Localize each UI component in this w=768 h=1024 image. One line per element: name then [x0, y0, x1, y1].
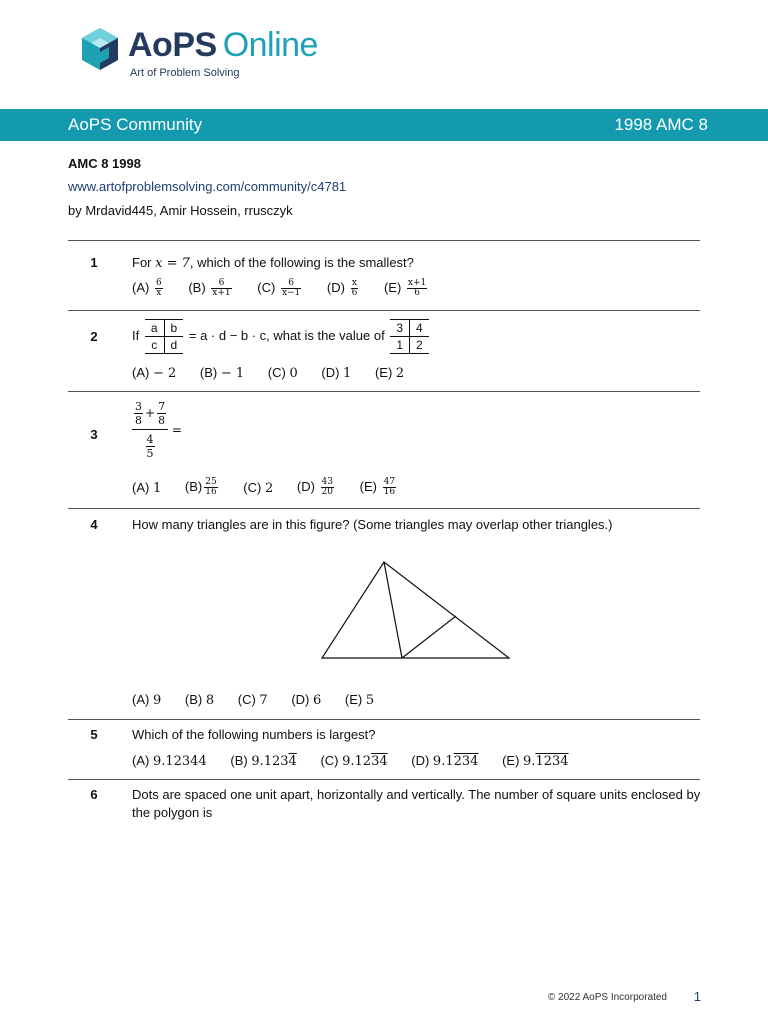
problem-number: 2	[90, 329, 98, 344]
answer-choice: (D) 6	[291, 691, 322, 708]
answer-choice: (E) $\frac{x+1}{6}$	[383, 278, 427, 298]
banner-contest-label: 1998 AMC 8	[614, 115, 708, 134]
answer-choice: (B) $\frac{25}{16}$	[184, 477, 217, 497]
compound-fraction: $\frac{3}{8}$ + $\frac{7}{8}$ $\frac{4}{5}$ =	[132, 400, 182, 460]
answer-choice: (D) $\frac{x}{6}$	[326, 278, 358, 298]
problem-number: 5	[90, 727, 98, 742]
problem-1-choices	[132, 279, 449, 298]
logo-tagline: Art of Problem Solving	[130, 67, 240, 79]
answer-choice: (A) $\frac{6}{x}$	[132, 278, 162, 298]
problem-number: 3	[90, 427, 98, 442]
answer-choice: (E) $\frac{47}{16}$	[359, 477, 396, 497]
problem-4-choices	[132, 691, 394, 708]
divider	[68, 310, 700, 311]
triangle-figure	[315, 556, 515, 666]
problem-1-text: For x = 7, which of the following is the smallest?	[132, 255, 414, 271]
divider	[68, 240, 700, 241]
divider	[68, 391, 700, 392]
answer-choice: (C) 2	[243, 479, 274, 496]
answer-choice: (B) 9.1234	[230, 752, 297, 769]
answer-choice: (C) 9.1234	[320, 752, 388, 769]
page-number: 1	[693, 989, 701, 1004]
answer-choice: (E) 2	[374, 364, 405, 381]
problem-4-text: How many triangles are in this figure? (Some triangles may overlap other triangles.)	[132, 517, 613, 532]
problem-2-text: If a b c d = a · d − b · c, what is the value of 3 4 1 2	[132, 319, 431, 354]
problem-5-choices	[132, 752, 589, 769]
problem-number: 6	[90, 787, 98, 802]
answer-choice: (E) 9.1234	[502, 752, 569, 769]
determinant-3412: 3 4 1 2	[390, 319, 428, 354]
contest-title: AMC 8 1998	[68, 156, 141, 171]
problem-3-choices	[132, 478, 418, 497]
answer-choice: (E) 5	[344, 691, 375, 708]
answer-choice: (B) − 1	[199, 364, 245, 381]
answer-choice: (D) 9.1234	[411, 752, 479, 769]
community-link[interactable]: www.artofproblemsolving.com/community/c4781	[68, 179, 347, 194]
divider	[68, 719, 700, 720]
answer-choice: (B) 8	[184, 691, 215, 708]
answer-choice: (A) 9	[132, 691, 162, 708]
problem-2-choices	[132, 364, 424, 381]
copyright-footer: © 2022 AoPS Incorporated	[547, 992, 667, 1003]
determinant-abcd: a b c d	[145, 319, 183, 354]
answer-choice: (A) − 2	[132, 364, 177, 381]
answer-choice: (B) $\frac{6}{x+1}$	[188, 278, 231, 298]
community-banner	[0, 109, 768, 141]
logo-wordmark: AoPS Online	[128, 26, 318, 64]
banner-community-label[interactable]: AoPS Community	[68, 115, 203, 134]
answer-choice: (C) 0	[267, 364, 298, 381]
problem-5-text: Which of the following numbers is largest?	[132, 727, 376, 742]
aops-cube-icon	[80, 26, 120, 74]
problem-6-text: Dots are spaced one unit apart, horizontally and vertically. The number of square units enclosed by the polygon is	[132, 787, 701, 820]
problem-number: 4	[90, 517, 98, 532]
answer-choice: (D) 1	[321, 364, 352, 381]
answer-choice: (C) 7	[237, 691, 268, 708]
problem-number: 1	[90, 255, 98, 270]
divider	[68, 779, 700, 780]
authors-line: by Mrdavid445, Amir Hossein, rrusczyk	[68, 203, 293, 218]
divider	[68, 508, 700, 509]
aops-online-logo	[80, 24, 340, 84]
answer-choice: (D) $\frac{43}{20}$	[296, 477, 333, 497]
answer-choice: (A) 9.12344	[132, 752, 207, 769]
answer-choice: (A) 1	[132, 479, 162, 496]
answer-choice: (C) $\frac{6}{x-1}$	[257, 278, 301, 298]
